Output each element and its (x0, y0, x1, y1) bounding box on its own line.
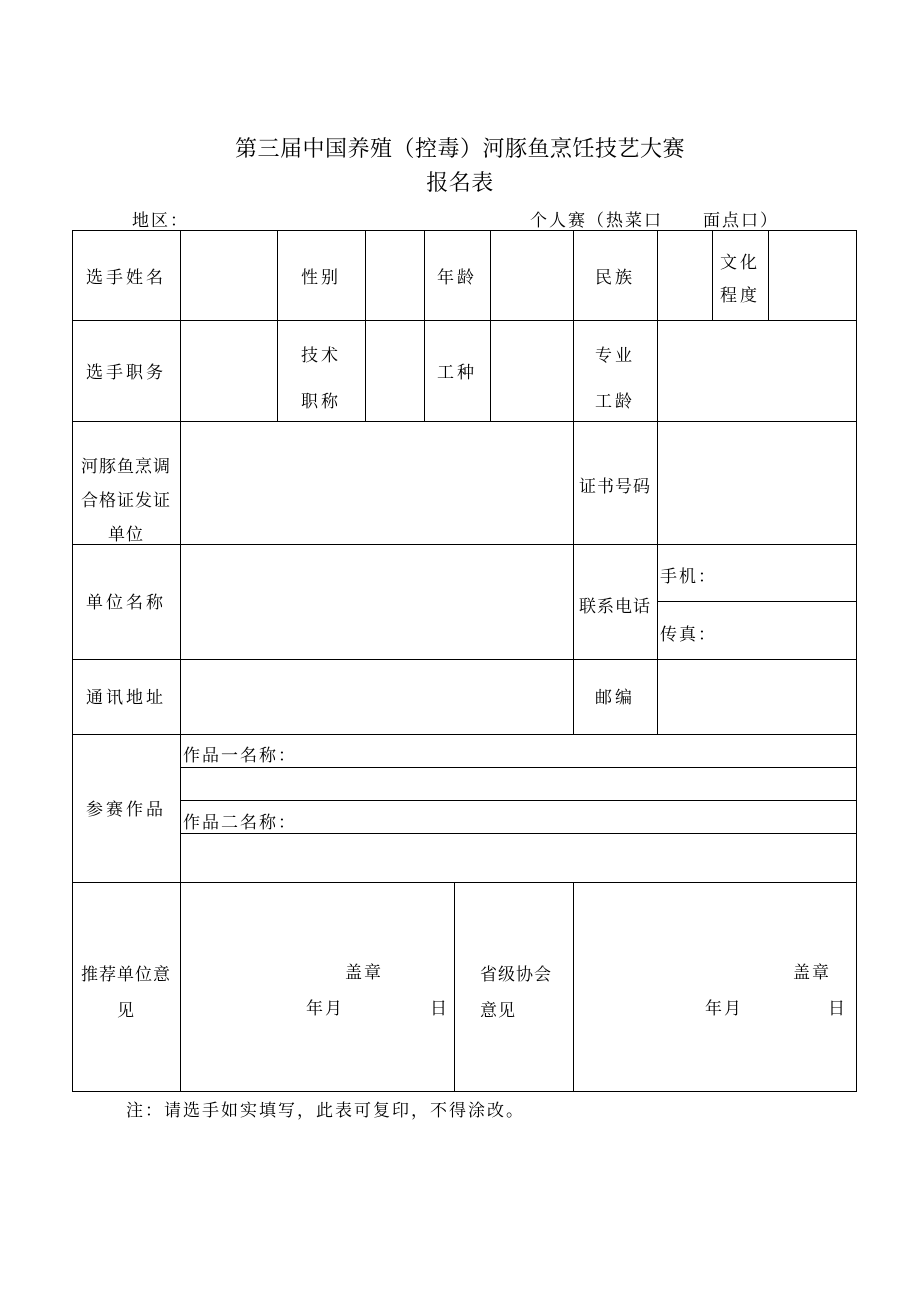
form-subtitle: 报名表 (426, 171, 494, 196)
education-label-line1: 文化 (720, 253, 760, 273)
table-border-bottom (72, 1091, 857, 1092)
cert-number-label: 证书号码 (579, 477, 651, 497)
noodle-option-label: 面点口） (703, 211, 779, 231)
province-line1: 省级协会 (480, 965, 552, 985)
col-divider (490, 230, 491, 421)
work1-label: 作品一名称： (183, 746, 297, 766)
row-divider (72, 734, 857, 735)
date-right-ym: 年月 (705, 999, 743, 1019)
recommend-line1: 推荐单位意 (81, 965, 171, 985)
row-divider (72, 882, 857, 883)
cert-issuer-label (72, 450, 180, 552)
gender-label: 性别 (301, 268, 341, 288)
recommend-line2: 见 (117, 1001, 135, 1021)
seniority-line2: 工龄 (595, 392, 635, 412)
name-label: 选手姓名 (86, 268, 166, 288)
col-divider (365, 230, 366, 421)
works-label: 参赛作品 (86, 800, 166, 820)
address-label: 通讯地址 (86, 688, 166, 708)
col-divider (424, 230, 425, 421)
cert-issuer-line1: 河豚鱼烹调 (81, 457, 171, 477)
col-divider (657, 230, 658, 734)
phone-label: 联系电话 (579, 597, 651, 617)
footer-note: 注：请选手如实填写，此表可复印，不得涂改。 (126, 1101, 525, 1121)
fax-label: 传真： (660, 625, 717, 645)
tech-title-line1: 技术 (301, 346, 341, 366)
col-divider (768, 230, 769, 320)
row-divider (72, 320, 857, 321)
recommend-label (72, 957, 180, 1029)
mobile-label: 手机： (660, 567, 717, 587)
col-divider (180, 230, 181, 1091)
row-divider (72, 544, 857, 545)
education-label (712, 247, 768, 313)
education-label-line2: 程度 (720, 286, 760, 306)
table-border-right (856, 230, 857, 1091)
form-title: 第三届中国养殖（控毒）河豚鱼烹饪技艺大赛 (234, 137, 685, 162)
row-divider (72, 421, 857, 422)
row-divider (180, 833, 857, 834)
position-label: 选手职务 (86, 363, 166, 383)
row-divider (180, 800, 857, 801)
date-right-d: 日 (828, 999, 847, 1019)
job-type-label: 工种 (437, 363, 477, 383)
col-divider (573, 882, 574, 1091)
contest-type-label: 个人赛（热菜口 (530, 211, 663, 231)
table-border-top (72, 230, 857, 231)
tech-title-line2: 职称 (301, 392, 341, 412)
seniority-label (573, 333, 657, 425)
date-left-d: 日 (430, 999, 449, 1019)
age-label: 年龄 (437, 268, 477, 288)
row-divider (72, 659, 857, 660)
row-divider (180, 767, 857, 768)
org-name-label: 单位名称 (86, 593, 166, 613)
cert-issuer-line3: 单位 (108, 525, 144, 545)
ethnicity-label: 民族 (595, 268, 635, 288)
seniority-line1: 专业 (595, 346, 635, 366)
col-divider (454, 882, 455, 1091)
cert-issuer-line2: 合格证发证 (81, 491, 171, 511)
contest-type-selector (530, 206, 779, 231)
row-divider (657, 601, 857, 602)
province-line2: 意见 (480, 1001, 516, 1021)
seal-right-label: 盖章 (793, 963, 831, 983)
tech-title-label (277, 333, 365, 425)
seal-left-label: 盖章 (345, 963, 383, 983)
province-label (480, 957, 572, 1029)
date-left-ym: 年月 (306, 999, 344, 1019)
work2-label: 作品二名称： (183, 813, 297, 833)
region-label: 地区： (132, 211, 189, 231)
postcode-label: 邮编 (595, 688, 635, 708)
